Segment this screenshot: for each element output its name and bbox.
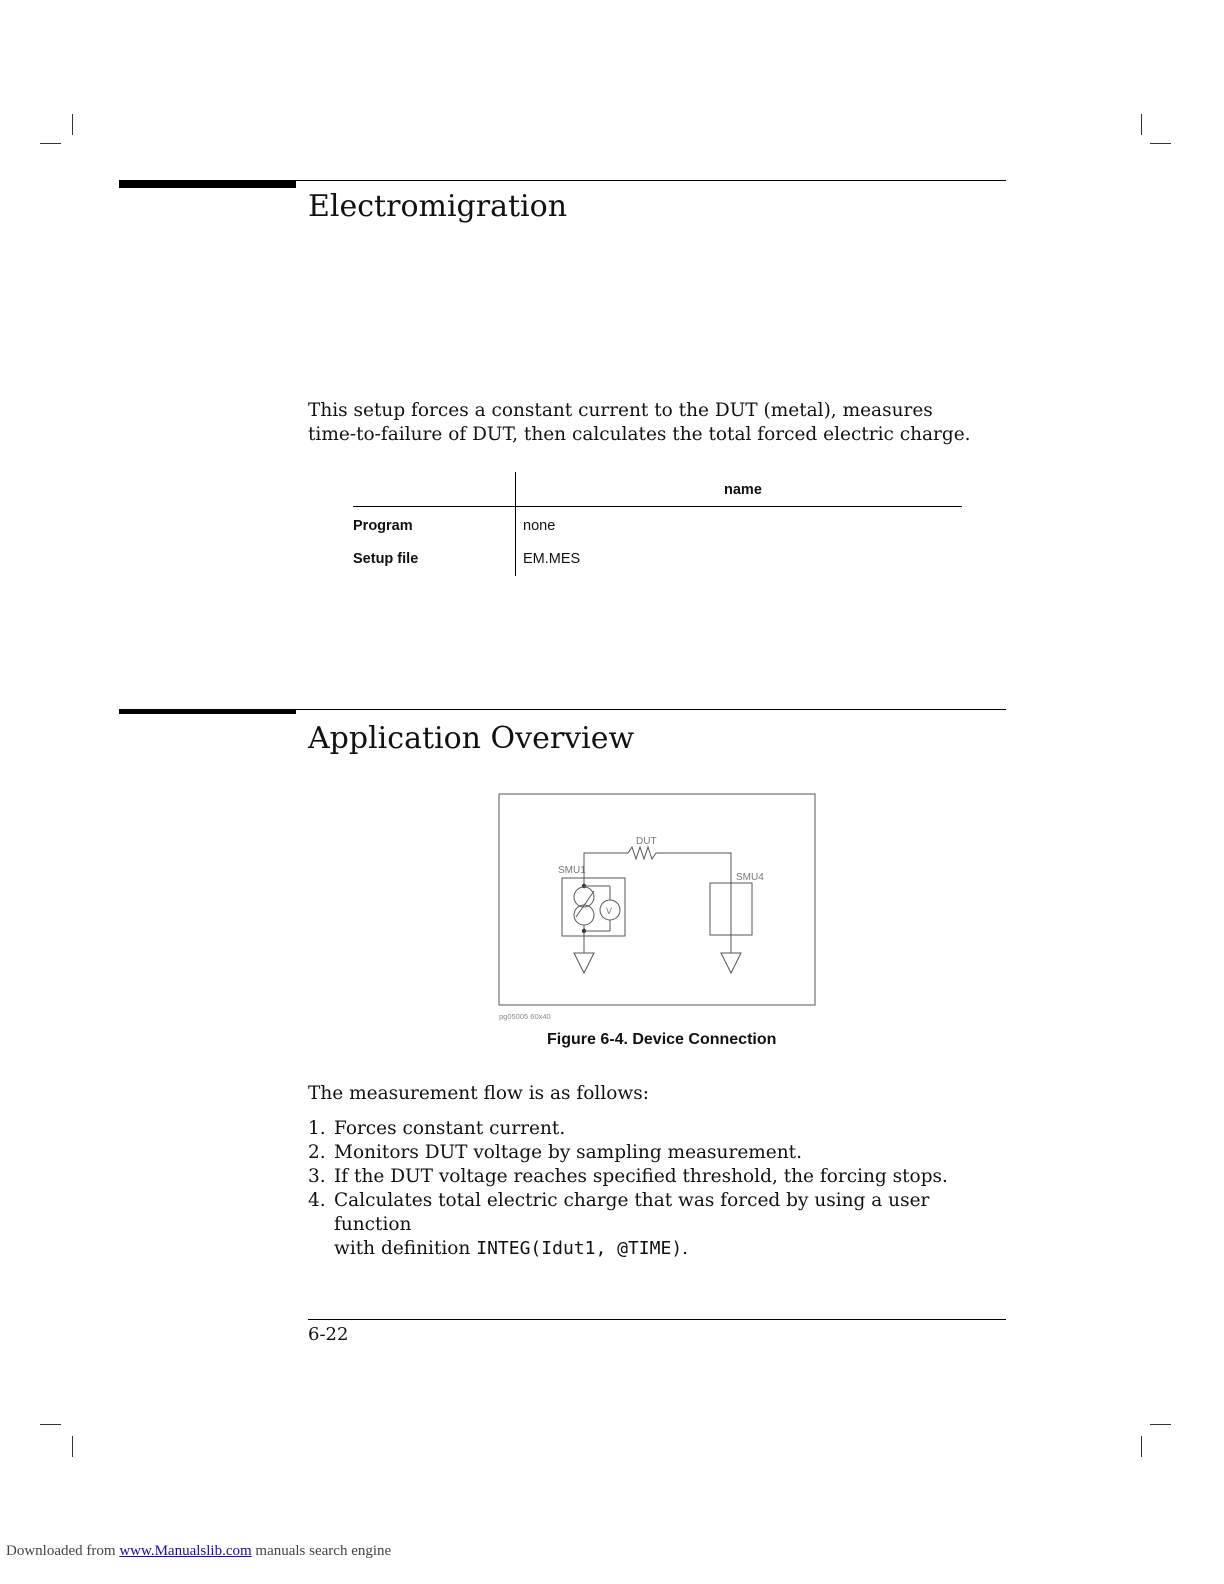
code-integ-function: INTEG(Idut1, @TIME) <box>476 1238 683 1259</box>
section-title-application-overview: Application Overview <box>308 721 635 756</box>
intro-line: time-to-failure of DUT, then calculates the total forced electric charge. <box>308 424 971 445</box>
list-item: 2. Monitors DUT voltage by sampling measurement. <box>308 1142 802 1163</box>
crop-mark-bottom-right-v <box>1141 1436 1142 1457</box>
crop-mark-bottom-left-v <box>72 1436 73 1457</box>
smu1-label: SMU1 <box>558 865 586 876</box>
download-footer: Downloaded from www.Manualslib.com manuals search engine <box>6 1543 392 1559</box>
smu1-box <box>562 878 625 936</box>
list-item: 4. Calculates total electric charge that was forced by using a user function with definition INTEG(Idut1, @TIME). <box>308 1190 930 1259</box>
list-item: 1. Forces constant current. <box>308 1118 566 1139</box>
dut-resistor <box>628 847 656 859</box>
device-connection-diagram <box>498 793 818 1008</box>
info-table <box>353 472 962 576</box>
section-rule-thin <box>296 709 1006 710</box>
crop-mark-bottom-right-h <box>1150 1424 1171 1425</box>
manualslib-link[interactable]: www.Manualslib.com <box>119 1543 252 1559</box>
list-item: 3. If the DUT voltage reaches specified threshold, the forcing stops. <box>308 1166 948 1187</box>
section-rule-thin <box>296 180 1006 181</box>
wire-smu1-to-dut <box>584 853 628 878</box>
intro-line: This setup forces a constant current to the DUT (metal), measures <box>308 400 933 421</box>
figure-file-id: pg05005 60x40 <box>499 1012 551 1021</box>
wire-dut-to-smu4 <box>656 853 731 883</box>
dut-label: DUT <box>636 836 657 847</box>
section-rule-thick <box>119 709 296 714</box>
table-row-label: Program <box>353 518 413 534</box>
page-number: 6-22 <box>308 1324 349 1345</box>
crop-mark-top-right-v <box>1141 114 1142 135</box>
table-row-value: EM.MES <box>523 551 581 567</box>
page-footer-rule <box>308 1319 1006 1320</box>
table-column-divider <box>515 472 516 576</box>
table-row-value: none <box>523 518 556 534</box>
table-header-name: name <box>724 482 762 498</box>
crop-mark-top-left-h <box>40 143 61 144</box>
table-header-rule <box>353 506 962 507</box>
figure-caption: Figure 6-4. Device Connection <box>547 1031 777 1048</box>
current-source-icon <box>574 887 594 907</box>
flow-intro: The measurement flow is as follows: <box>308 1083 649 1104</box>
flow-steps-list <box>308 1117 1008 1261</box>
voltmeter-label: V <box>606 906 613 916</box>
table-row-label: Setup file <box>353 551 419 567</box>
crop-mark-top-left-v <box>72 114 73 135</box>
crop-mark-top-right-h <box>1150 143 1171 144</box>
smu4-label: SMU4 <box>736 872 764 883</box>
intro-paragraph <box>308 399 1008 447</box>
section-rule-thick <box>119 180 296 188</box>
figure-frame <box>499 794 815 1005</box>
ground-icon <box>574 953 594 973</box>
section-title-electromigration: Electromigration <box>308 189 568 224</box>
crop-mark-bottom-left-h <box>40 1424 61 1425</box>
ground-icon <box>721 953 741 973</box>
